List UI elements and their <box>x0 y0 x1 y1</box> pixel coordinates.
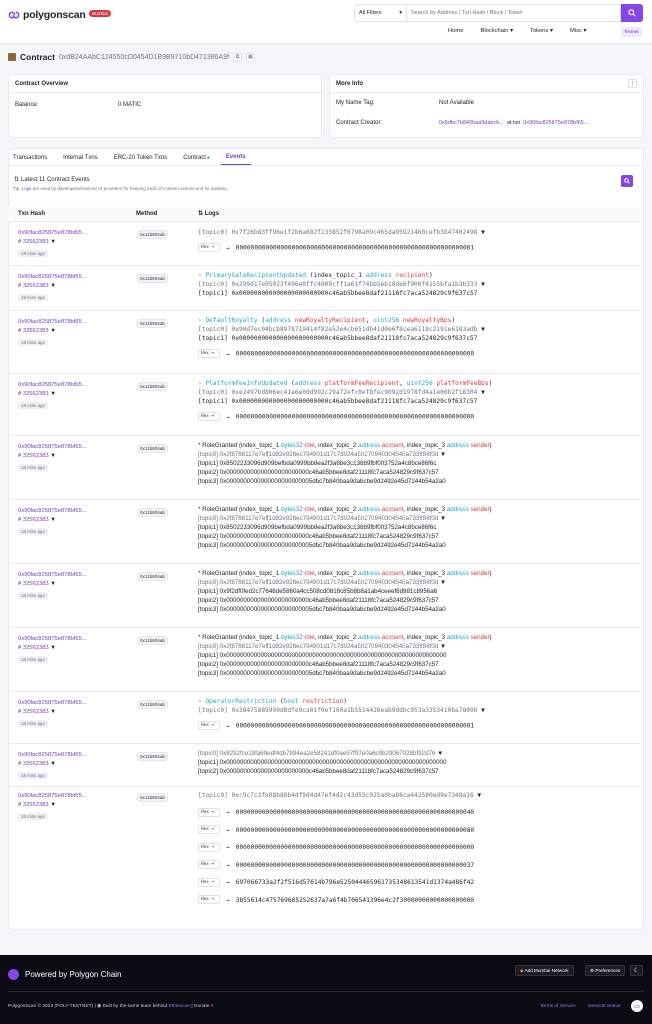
method-badge: 0x11b804ab <box>137 230 168 239</box>
hex-select[interactable]: Hex ▾ <box>198 860 220 869</box>
filter-icon[interactable]: ▼ <box>50 802 57 808</box>
block-link[interactable]: 32562383 <box>22 283 49 289</box>
search-icon <box>628 9 636 17</box>
log-topic0: [topic0] 0x299d17e95023f496e0ffc4909cff1a61f74bb5eb18de6f900f4155bfa1b3b333 <box>198 281 478 289</box>
sort-icon: ⇅ <box>14 177 20 183</box>
search-button[interactable] <box>621 4 643 22</box>
log-entry: › PlatformFeeInfoUpdated (address platformFeeRecipient, uint256 platformFeeBps) [topic0] 0xe2497bd806ec41a6e0dd992c29a72efc0ef8fec9092d1978fd4a1e00b2f18304 ▼ [topic1] 0x000000000000000000000000c46ab5bbee8daf21118fc7aca524829c9f637c57 Hex ▾ → 0000000000000000000000000000000000000000000000000000000000000000 <box>198 380 493 421</box>
tab-transactions[interactable]: Transactions <box>13 154 48 161</box>
table-row <box>8 787 640 915</box>
arrow-right-icon: → <box>226 722 230 730</box>
footer-bottom: PolygonScan © 2023 (POLY-TESTNET) | ◉ Built by the same team behind Etherscan | Donate ♥ <box>8 1004 214 1009</box>
log-entry <box>198 228 485 253</box>
block-link[interactable]: 32562383 <box>22 645 49 651</box>
hex-select[interactable]: Hex ▾ <box>198 825 220 834</box>
verified-check-icon: ● <box>206 154 210 161</box>
log-entry <box>198 749 446 776</box>
network-badge: Mumbai <box>89 10 111 17</box>
add-network-button[interactable]: ◆ Add Mumbai Network <box>515 965 574 976</box>
log-topic2: [topic2] 0x000000000000000000000000c46ab5bbee8daf21118fc7aca524829c9f637c57 <box>198 469 439 477</box>
built-by-label: Built by the same team behind <box>102 1004 168 1009</box>
etherscan-link[interactable]: Etherscan <box>168 1004 191 1009</box>
powered-by-label: Powered by Polygon Chain <box>25 970 122 979</box>
block-number: # 32562383 ▼ <box>18 802 57 808</box>
hex-select[interactable]: Hex ▾ <box>198 808 220 817</box>
log-data: 0000000000000000000000000000000000000000000000000000000000000001 <box>235 244 475 252</box>
log-entry <box>198 791 481 909</box>
log-topic3: [topic3] 0x0000000000000000000000005dbc7b840baa9dabcbe9d2492e45d7244b54a2a0 <box>198 478 446 486</box>
heart-icon: ♥ <box>210 1004 214 1009</box>
log-entry: › OperatorRestriction (bool restriction) [topic0] 0x38475885990d8dfe9ca01f0ef160a1b5514426eab9ddbc953a3353410ba78096 ▼ Hex ▾ → 0000000000000000000000000000000000000000000000000000000000000001 <box>198 698 485 730</box>
log-topic0: [topic0] 0xe2497bd806ec41a6e0dd992c29a72efc0ef8fec9092d1978fd4a1e00b2f18304 <box>198 389 478 397</box>
block-number: # 32562383 ▼ <box>18 328 57 334</box>
block-link[interactable]: 32562383 <box>22 328 49 334</box>
more-info-title: More Info <box>336 80 363 87</box>
events-table-header <box>8 206 640 222</box>
table-row <box>8 436 640 500</box>
footer <box>0 955 652 1024</box>
nav-blockchain[interactable]: Blockchain ▾ <box>480 28 514 34</box>
more-info-card <box>329 74 644 138</box>
hex-select[interactable]: Hex ▾ <box>198 878 220 887</box>
balance-label: Balance: <box>15 102 39 108</box>
time-ago-badge: 18 mins ago <box>18 656 48 663</box>
tab-events[interactable]: Events <box>221 150 251 165</box>
hex-select[interactable]: Hex ▾ <box>198 843 220 852</box>
log-topic1: [topic1] 0x000000000000000000000000c46ab5bbee8daf21118fc7aca524829c9f637c57 <box>198 335 478 343</box>
polygon-logo-icon <box>8 969 19 980</box>
arrow-right-icon: → <box>226 809 230 816</box>
log-topic3: [topic3] 0x0000000000000000000000005dbc7b840baa9dabcbe9d2492e45d7244b54a2a0 <box>198 606 446 614</box>
log-topic1: [topic1] 0x8502233096d909befbda0999bb8ea2f3a6be3c138b9fbf003752a4c8bce86f6c <box>198 460 437 468</box>
time-ago-badge: 18 mins ago <box>18 402 48 409</box>
log-topic3: [topic3] 0x0000000000000000000000005dbc7b840baa9dabcbe9d2492e45d7244b54a2a0 <box>198 542 446 550</box>
arrow-right-icon: → <box>226 879 230 886</box>
filter-icon[interactable]: ▼ <box>481 281 485 289</box>
log-data: 697066733a2f2f516d57614b796e525044465961735348613541d1374a486f42 <box>235 879 475 886</box>
method-badge: 0x11b804ab <box>137 636 168 645</box>
filter-icon[interactable]: ▼ <box>50 761 57 767</box>
block-link[interactable]: 32562383 <box>22 709 49 715</box>
polygon-logo-icon <box>8 9 20 21</box>
log-topic0: [topic0] 0x38475885990d8dfe9ca01f0ef160a1b5514426eab9ddbc953a3353410ba78096 <box>198 707 478 715</box>
contract-address: 0xdB24AAbC124550cD0454D1B9B9710bD471386A9f <box>58 53 230 61</box>
block-link[interactable]: 32562383 <box>22 239 49 245</box>
filter-icon[interactable]: ▼ <box>50 517 57 523</box>
filter-events-button[interactable] <box>621 175 633 187</box>
block-number: # 32562383 ▼ <box>18 391 57 397</box>
txn-hash-link[interactable]: 0x90fac825875e878bf65... <box>18 793 87 799</box>
tip-logs-link[interactable]: Logs <box>21 186 32 191</box>
log-entry: › DefaultRoyalty (address newRoyaltyRecipient, uint256 newRoyaltyBps) [topic0] 0x90d7ec04bcb8978719414f82e52e4cb651db41d0e6f8cea6118c2191e6183adb ▼ [topic1] 0x000000000000000000000000c46ab5bbee8daf21118fc7aca524829c9f637c57 Hex ▾ → 0000000000000000000000000000000000000000000000000000000000000000 <box>198 317 485 358</box>
event-name: OperatorRestriction <box>205 698 277 705</box>
balance-value: 0 MATIC <box>118 102 142 108</box>
testnet-button[interactable]: Testnet <box>621 27 642 37</box>
time-ago-badge: 18 mins ago <box>18 294 48 301</box>
log-topic0: [topic0] 0x2f8788117e7eff1d82e926ec794901d17c78024a50270940304540a733656f0d <box>198 643 439 651</box>
arrow-right-icon: → <box>226 861 230 869</box>
filter-icon[interactable]: ▼ <box>481 389 485 397</box>
filter-icon[interactable]: ▼ <box>440 643 447 651</box>
log-data: 0000000000000000000000000000000000000000000000000000000000000000 <box>235 413 475 421</box>
log-topic0: [topic0] 0x90d7ec04bcb8978719414f82e52e4cb651db41d0e6f8cea6118c2191e6183adb <box>198 326 478 334</box>
block-link[interactable]: 32562383 <box>22 517 49 523</box>
search-input[interactable]: Search by Address / Txn Hash / Block / Token <box>406 4 621 22</box>
gear-icon: ⚙ <box>590 968 595 973</box>
nametag-value: Not Available <box>439 100 474 106</box>
log-topic1: [topic1] 0x000000000000000000000000c46ab5bbee8daf21118fc7aca524829c9f637c57 <box>198 398 478 406</box>
table-row <box>8 564 640 628</box>
txn-hash-link[interactable]: 0x90fac825875e878bf65... <box>18 274 87 280</box>
tab-internal-txns[interactable]: Internal Txns <box>63 154 98 161</box>
filter-icon[interactable]: ▼ <box>50 709 57 715</box>
filter-label: All Filters <box>359 10 382 16</box>
hex-select[interactable]: Hex ▾ <box>198 721 220 730</box>
method-badge: 0x11b804ab <box>137 274 168 283</box>
method-badge: 0x11b804ab <box>137 319 168 328</box>
arrow-right-icon: → <box>226 244 230 252</box>
filter-icon[interactable]: ▼ <box>50 581 57 587</box>
filter-select[interactable] <box>354 4 406 22</box>
method-badge: 0x11b804ab <box>137 508 168 517</box>
time-ago-badge: 18 mins ago <box>18 720 48 727</box>
col-txn-hash: Txn Hash <box>18 210 46 217</box>
time-ago-badge: 18 mins ago <box>18 464 48 471</box>
txn-hash-link[interactable]: 0x90fac825875e878bf65... <box>18 508 87 514</box>
hex-select[interactable]: Hex ▾ <box>198 349 220 358</box>
log-topic2: [topic2] 0x000000000000000000000000c46ab5bbee8daf21118fc7aca524829c9f637c57 <box>198 661 439 669</box>
arrow-right-icon: → <box>226 844 230 851</box>
table-row <box>8 374 640 436</box>
tab-bar <box>8 150 644 166</box>
log-entry: * RoleGranted (index_topic_1 bytes32 role, index_topic_2 address account, index_topic_3 address sender) [topic0] 0x2f8788117e7eff1d82e926ec794901d17c78024a50270940304540a733656f0d ▼ [topic1] 0x8502233096d909befbda0999bb8ea2f3a6be3c138b9fbf003752a4c8bce86f6c [topic2] 0x000000000000000000000000c46ab5bbee8daf21118fc7aca524829c9f637c57 [topic3] 0x0000000000000000000000005dbc7b840baa9dabcbe9d2492e45d7244b54a2a0 <box>198 442 492 486</box>
log-entry: * RoleGranted (index_topic_1 bytes32 role, index_topic_2 address account, index_topic_3 address sender) [topic0] 0x2f8788117e7eff1d82e926ec794901d17c78024a50270940304540a733656f0d ▼ [topic1] 0x9f2df0fed2c77648de5860a4cc508cd0818c85b8b8a1ab4ceeef8d981c8956a6 [topic2] 0x000000000000000000000000c46ab5bbee8daf21118fc7aca524829c9f637c57 [topic3] 0x0000000000000000000000005dbc7b840baa9dabcbe9d2492e45d7244b54a2a0 <box>198 570 492 614</box>
method-badge: 0x11b804ab <box>137 700 168 709</box>
powered-by <box>8 969 122 980</box>
search-icon <box>624 178 630 184</box>
log-data: 0000000000000000000000000000000000000000000000000000000000000080 <box>235 826 475 834</box>
log-entry: * RoleGranted (index_topic_1 bytes32 role, index_topic_2 address account, index_topic_3 address sender) [topic0] 0x2f8788117e7eff1d82e926ec794901d17c78024a50270940304540a733656f0d ▼ [topic1] 0x0000000000000000000000000000000000000000000000000000000000000000 [topic2] 0x000000000000000000000000c46ab5bbee8daf21118fc7aca524829c9f637c57 [topic3] 0x0000000000000000000000005dbc7b840baa9dabcbe9d2492e45d7244b54a2a0 <box>198 634 492 678</box>
block-link[interactable]: 32562383 <box>22 581 49 587</box>
table-row <box>8 222 640 266</box>
time-ago-badge: 18 mins ago <box>18 772 48 779</box>
table-row <box>8 266 640 311</box>
terms-link[interactable]: Terms of Service <box>540 1004 576 1009</box>
nav-tokens[interactable]: Tokens ▾ <box>530 28 553 34</box>
nametag-label: My Name Tag: <box>336 100 375 106</box>
log-topic1: [topic1] 0x0000000000000000000000000000000000000000000000000000000000000000 <box>198 652 447 660</box>
more-options-icon[interactable]: ⋮ <box>630 80 635 87</box>
txn-hash-link[interactable]: 0x90fac825875e878bf65... <box>18 572 87 578</box>
log-topic0: [topic0] 0x2f8788117e7eff1d82e926ec794901d17c78024a50270940304540a733656f0d <box>198 515 439 523</box>
contract-overview-card <box>8 74 322 138</box>
block-number: # 32562383 ▼ <box>18 239 57 245</box>
method-badge: 0x11b804ab <box>137 444 168 453</box>
log-topic1: [topic1] 0x9f2df0fed2c77648de5860a4cc508cd0818c85b8b8a1ab4ceeef8d981c8956a6 <box>198 588 438 596</box>
log-data: 0000000000000000000000000000000000000000000000000000000000000001 <box>235 722 475 730</box>
hex-select[interactable]: Hex ▾ <box>198 243 220 252</box>
block-link[interactable]: 32562383 <box>22 391 49 397</box>
table-row <box>8 311 640 374</box>
table-row <box>8 628 640 692</box>
txn-hash-link[interactable]: 0x90fac825875e878bf65... <box>18 382 87 388</box>
search-bar <box>354 4 643 22</box>
log-topic2: [topic2] 0x000000000000000000000000c46ab5bbee8daf21118fc7aca524829c9f637c57 <box>198 533 439 541</box>
header <box>0 0 652 44</box>
time-ago-badge: 18 mins ago <box>18 813 48 820</box>
filter-icon[interactable]: ▼ <box>477 792 482 799</box>
creator-txn-link[interactable]: 0x90fac825875e878bf65... <box>523 120 589 126</box>
arrow-right-icon: → <box>226 350 230 358</box>
creator-address-link[interactable]: 0x5dbc7b840baa9dabcb... <box>439 120 504 126</box>
hex-select[interactable]: Hex ▾ <box>198 895 220 904</box>
tip-prefix: Tip: <box>13 186 21 191</box>
copy-icon[interactable]: ⧉ <box>233 53 242 62</box>
block-link[interactable]: 32562383 <box>22 761 49 767</box>
qr-code-icon[interactable]: ▦ <box>246 53 255 62</box>
filter-icon[interactable]: ▼ <box>50 453 57 459</box>
block-number: # 32562383 ▼ <box>18 283 57 289</box>
time-ago-badge: 18 mins ago <box>18 528 48 535</box>
method-badge: 0x11b804ab <box>137 793 168 802</box>
nav-home[interactable]: Home <box>448 28 464 34</box>
tab-contract[interactable]: Contract ● <box>183 154 210 161</box>
filter-icon[interactable]: ▼ <box>50 283 57 289</box>
filter-icon[interactable]: ▼ <box>50 391 57 397</box>
method-badge: 0x11b804ab <box>137 382 168 391</box>
latest-events <box>14 176 90 183</box>
network-status-link[interactable]: Network Status <box>588 1004 621 1009</box>
scroll-top-button[interactable] <box>631 1000 643 1012</box>
copyright: PolygonScan © 2023 (POLY-TESTNET) <box>8 1004 94 1009</box>
nav-misc[interactable]: Misc ▾ <box>569 28 587 34</box>
metamask-icon: ◆ <box>520 968 524 973</box>
contract-title-row <box>8 52 255 62</box>
filter-icon[interactable]: ▼ <box>481 707 485 715</box>
at-txn-label: at txn <box>506 120 521 126</box>
moon-icon: ☾ <box>633 968 640 974</box>
brand-name: polygonscan <box>23 9 86 21</box>
hex-select[interactable]: Hex ▾ <box>198 412 220 421</box>
log-data: 0000000000000000000000000000000000000000000000000000000000000000 <box>235 844 475 851</box>
block-number: # 32562383 ▼ <box>18 709 57 715</box>
log-data: 0000000000000000000000000000000000000000000000000000000000000040 <box>235 809 475 816</box>
log-entry: * RoleGranted (index_topic_1 bytes32 role, index_topic_2 address account, index_topic_3 address sender) [topic0] 0x2f8788117e7eff1d82e926ec794901d17c78024a50270940304540a733656f0d ▼ [topic1] 0x8502233096d909befbda0999bb8ea2f3a6be3c138b9fbf003752a4c8bce86f6c [topic2] 0x000000000000000000000000c46ab5bbee8daf21118fc7aca524829c9f637c57 [topic3] 0x0000000000000000000000005dbc7b840baa9dabcbe9d2492e45d7244b54a2a0 <box>198 506 492 550</box>
filter-icon[interactable]: ▼ <box>50 645 57 651</box>
txn-hash-link[interactable]: 0x90fac825875e878bf65... <box>18 444 87 450</box>
filter-icon[interactable]: ▼ <box>440 579 447 587</box>
arrow-right-icon: → <box>226 896 230 904</box>
block-link[interactable]: 32562383 <box>22 453 49 459</box>
preferences-button[interactable]: ⚙ Preferences <box>585 965 625 976</box>
block-number: # 32562383 ▼ <box>18 761 57 767</box>
log-topic2: [topic2] 0x000000000000000000000000c46ab5bbee8daf21118fc7aca524829c9f637c57 <box>198 768 439 776</box>
filter-icon[interactable]: ▼ <box>440 451 447 459</box>
block-number: # 32562383 ▼ <box>18 581 57 587</box>
tip-rest: are used by developers/external UI providers for keeping track of contract actions and for auditing <box>32 186 227 191</box>
latest-events-label: Latest 11 Contract Events <box>21 176 90 183</box>
filter-icon[interactable]: ▼ <box>437 750 444 757</box>
event-name: PrimarySaleRecipientUpdated <box>205 272 307 279</box>
table-row <box>8 500 640 564</box>
block-link[interactable]: 32562383 <box>22 802 49 808</box>
txn-hash-link[interactable]: 0x90fac825875e878bf65... <box>18 700 87 706</box>
txn-hash-link[interactable]: 0x90fac825875e878bf65... <box>18 319 87 325</box>
txn-hash-link[interactable]: 0x90fac825875e878bf65... <box>18 752 87 758</box>
log-topic3: [topic3] 0x0000000000000000000000005dbc7b840baa9dabcbe9d2492e45d7244b54a2a0 <box>198 670 446 678</box>
txn-hash-link[interactable]: 0x90fac825875e878bf65... <box>18 230 87 236</box>
sort-icon: ⇅ <box>198 211 204 217</box>
logo[interactable] <box>8 9 111 21</box>
col-logs: ⇅ Logs <box>198 211 220 217</box>
page-title: Contract <box>20 52 55 62</box>
table-row <box>8 692 640 744</box>
log-topic1: [topic1] 0x0000000000000000000000000000000000000000000000000000000000000000 <box>198 759 447 767</box>
log-topic1: [topic1] 0x000000000000000000000000c46ab5bbee8daf21118fc7aca524829c9f637c57 <box>198 290 478 298</box>
filter-icon[interactable]: ▼ <box>440 515 447 523</box>
event-name: DefaultRoyalty <box>205 317 258 324</box>
time-ago-badge: 18 mins ago <box>18 592 48 599</box>
block-number: # 32562383 ▼ <box>18 645 57 651</box>
arrow-right-icon: → <box>226 826 230 834</box>
log-topic1: [topic1] 0x8502233096d909befbda0999bb8ea2f3a6be3c138b9fbf003752a4c8bce86f6c <box>198 524 437 532</box>
time-ago-badge: 18 mins ago <box>18 250 48 257</box>
filter-icon[interactable]: ▼ <box>50 239 57 245</box>
log-data: 0000000000000000000000000000000000000000000000000000000000000037 <box>235 861 475 869</box>
overview-title: Contract Overview <box>9 75 321 93</box>
col-method: Method <box>136 210 158 217</box>
txn-hash-link[interactable]: 0x90fac825875e878bf65... <box>18 636 87 642</box>
table-row <box>8 744 640 787</box>
tab-erc20-token-txns[interactable]: ERC-20 Token Txns <box>113 154 168 161</box>
method-badge: 0x11b804ab <box>137 572 168 581</box>
event-name: PlatformFeeInfoUpdated <box>205 380 288 387</box>
log-topic0: [topic0] 0x8292fce18fa69edf4db7b94ea2e58241df0ae57f97e0a6c9b29067028bf92d76 <box>198 750 436 757</box>
log-entry: › PrimarySaleRecipientUpdated (index_topic_1 address recipient) [topic0] 0x299d17e95023f496e0ffc4909cff1a61f74bb5eb18de6f900f4155bfa1b3b333 ▼ [topic1] 0x000000000000000000000000c46ab5bbee8daf21118fc7aca524829c9f637c57 <box>198 272 485 298</box>
log-topic0: [topic0] 0xc9c7c3fe08b88b4df9d4d47ef4d2c43d55c025a0ba88ca442580ed9e7348a16 <box>198 792 474 799</box>
tip-text <box>13 186 227 191</box>
chat-icon: ▭ <box>634 1003 640 1010</box>
filter-icon[interactable]: ▼ <box>481 229 485 236</box>
theme-toggle[interactable] <box>630 965 643 976</box>
log-topic0: [topic0] 0x2f8788117e7eff1d82e926ec794901d17c78024a50270940304540a733656f0d <box>198 579 439 587</box>
time-ago-badge: 18 mins ago <box>18 339 48 346</box>
donate-link[interactable]: Donate <box>193 1004 210 1009</box>
filter-icon[interactable]: ▼ <box>50 328 57 334</box>
filter-icon[interactable]: ▼ <box>481 326 485 334</box>
method-badge: 0x11b804ab <box>137 752 168 761</box>
log-topic2: [topic2] 0x000000000000000000000000c46ab5bbee8daf21118fc7aca524829c9f637c57 <box>198 597 439 605</box>
block-number: # 32562383 ▼ <box>18 517 57 523</box>
etherscan-icon: ◉ <box>97 1004 102 1009</box>
contract-icon <box>8 53 16 61</box>
creator-label: Contract Creator: <box>336 120 383 126</box>
log-topic0: [topic0] 0x7f26b83ff96e1f2b6a682f133852f6798a09c465da95921460cefb3847402498 <box>198 229 478 236</box>
block-number: # 32562383 ▼ <box>18 453 57 459</box>
log-data: 3855614c475769685252637a7a6f4b706541396e4c2f30000000000000000000 <box>235 896 475 904</box>
arrow-right-icon: → <box>226 413 230 421</box>
log-topic0: [topic0] 0x2f8788117e7eff1d82e926ec794901d17c78024a50270940304540a733656f0d <box>198 451 439 459</box>
chevron-down-icon: ▾ <box>399 10 402 16</box>
log-data: 0000000000000000000000000000000000000000000000000000000000000000 <box>235 350 475 358</box>
main-nav <box>448 28 603 34</box>
